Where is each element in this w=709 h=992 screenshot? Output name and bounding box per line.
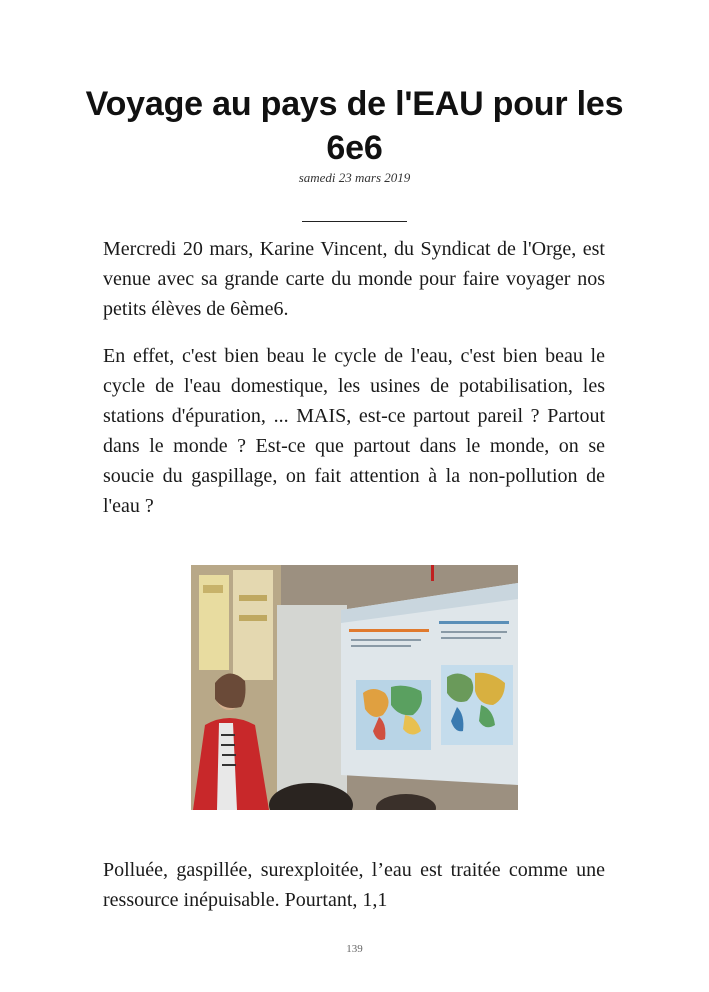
article-date: samedi 23 mars 2019	[298, 170, 411, 185]
title-separator	[302, 221, 407, 222]
classroom-photo-illustration	[191, 565, 518, 810]
paragraph-water-resource: Polluée, gaspillée, surexploitée, l’eau est traitée comme une ressource inépuisable. Pourtant, 1,1	[103, 859, 605, 911]
paragraph-question: En effet, c'est bien beau le cycle de l'eau, c'est bien beau le cycle de l'eau domestique, les usines de potabilisation, les stations d'épuration, ... MAIS, est-ce partout pareil ? Partout dans le monde ? Est-ce que partout dans le monde, on se soucie du gaspillage, on fait attention à la non-pollution de l'eau ?	[103, 345, 605, 517]
article-title: Voyage au pays de l'EAU pour les 6e6	[85, 85, 624, 167]
paragraph-intro: Mercredi 20 mars, Karine Vincent, du Syndicat de l'Orge, est venue avec sa grande carte du monde pour faire voyager nos petits élèves de 6ème6.	[103, 238, 605, 320]
classroom-photo	[191, 565, 518, 810]
page-number: 139	[346, 943, 363, 955]
